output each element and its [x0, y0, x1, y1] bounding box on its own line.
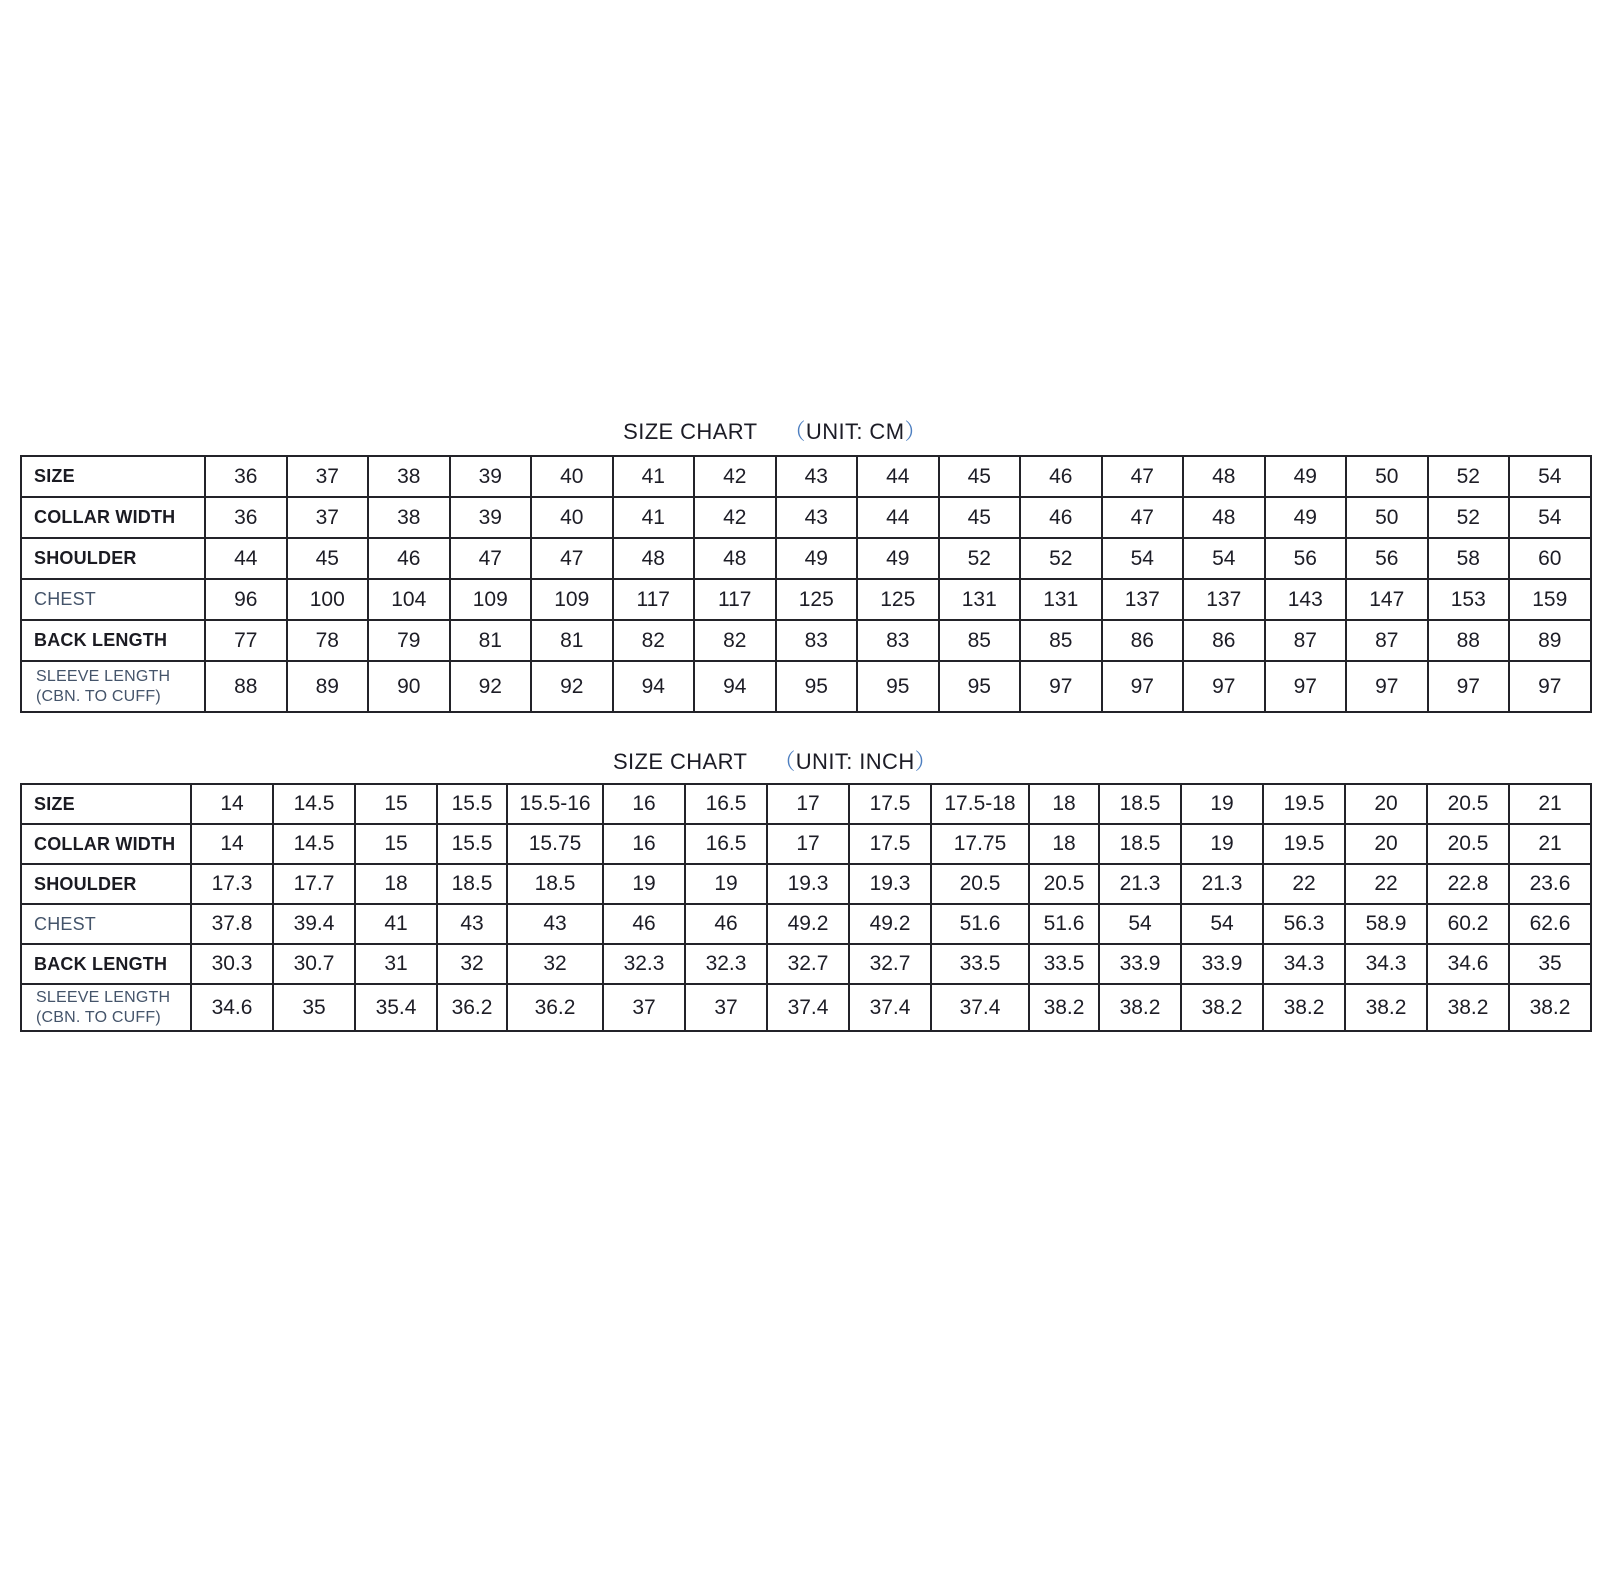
- size-value-cell: 38.2: [1509, 984, 1591, 1031]
- size-table-cm: [20, 455, 1592, 713]
- table-row: [21, 661, 1591, 712]
- size-value-cell: 38.2: [1263, 984, 1345, 1031]
- size-value-cell: 44: [205, 538, 287, 579]
- size-value-cell: 47: [1102, 497, 1184, 538]
- size-value-cell: 46: [1020, 456, 1102, 497]
- size-value-cell: 88: [1428, 620, 1510, 661]
- size-value-cell: 33.9: [1181, 944, 1263, 984]
- size-value-cell: 32: [507, 944, 603, 984]
- size-value-cell: 137: [1183, 579, 1265, 620]
- size-value-cell: 39: [450, 497, 532, 538]
- table-row: [21, 824, 1591, 864]
- size-value-cell: 18.5: [1099, 784, 1181, 824]
- size-value-cell: 30.3: [191, 944, 273, 984]
- size-value-cell: 56: [1346, 538, 1428, 579]
- unit-text-inch: UNIT: INCH: [795, 749, 915, 774]
- size-value-cell: 45: [287, 538, 369, 579]
- size-value-cell: 46: [603, 904, 685, 944]
- size-value-cell: 90: [368, 661, 450, 712]
- size-value-cell: 16: [603, 784, 685, 824]
- size-value-cell: 48: [1183, 497, 1265, 538]
- table-row: [21, 456, 1591, 497]
- size-value-cell: 17: [767, 784, 849, 824]
- table-row: [21, 620, 1591, 661]
- size-value-cell: 41: [613, 497, 695, 538]
- size-value-cell: 97: [1509, 661, 1591, 712]
- size-value-cell: 41: [613, 456, 695, 497]
- title-text-inch: SIZE CHART: [612, 749, 748, 774]
- size-value-cell: 137: [1102, 579, 1184, 620]
- row-label: SLEEVE LENGTH (CBN. TO CUFF): [21, 661, 205, 712]
- size-value-cell: 85: [1020, 620, 1102, 661]
- size-value-cell: 78: [287, 620, 369, 661]
- size-value-cell: 97: [1428, 661, 1510, 712]
- size-value-cell: 14.5: [273, 784, 355, 824]
- size-value-cell: 18.5: [1099, 824, 1181, 864]
- unit-text-cm: UNIT: CM: [805, 419, 905, 444]
- size-value-cell: 47: [450, 538, 532, 579]
- size-value-cell: 46: [685, 904, 767, 944]
- size-value-cell: 19.5: [1263, 824, 1345, 864]
- table-row: [21, 944, 1591, 984]
- size-value-cell: 45: [939, 497, 1021, 538]
- size-value-cell: 40: [531, 456, 613, 497]
- size-table-inch: [20, 783, 1592, 1032]
- size-value-cell: 34.6: [191, 984, 273, 1031]
- size-value-cell: 38: [368, 456, 450, 497]
- size-value-cell: 43: [437, 904, 507, 944]
- size-value-cell: 85: [939, 620, 1021, 661]
- table-row: [21, 904, 1591, 944]
- size-value-cell: 54: [1181, 904, 1263, 944]
- size-value-cell: 38.2: [1181, 984, 1263, 1031]
- size-value-cell: 17.75: [931, 824, 1029, 864]
- size-value-cell: 131: [939, 579, 1021, 620]
- size-value-cell: 36.2: [437, 984, 507, 1031]
- size-value-cell: 49.2: [849, 904, 931, 944]
- size-value-cell: 52: [939, 538, 1021, 579]
- size-value-cell: 125: [776, 579, 858, 620]
- size-value-cell: 97: [1265, 661, 1347, 712]
- size-value-cell: 43: [776, 497, 858, 538]
- size-value-cell: 58.9: [1345, 904, 1427, 944]
- size-value-cell: 16.5: [685, 824, 767, 864]
- size-value-cell: 88: [205, 661, 287, 712]
- size-value-cell: 44: [857, 456, 939, 497]
- row-label: SIZE: [21, 784, 191, 824]
- row-label: COLLAR WIDTH: [21, 824, 191, 864]
- table-row: [21, 864, 1591, 904]
- size-value-cell: 32.3: [603, 944, 685, 984]
- size-value-cell: 39: [450, 456, 532, 497]
- size-value-cell: 37: [685, 984, 767, 1031]
- size-value-cell: 82: [613, 620, 695, 661]
- size-value-cell: 109: [450, 579, 532, 620]
- size-value-cell: 56: [1265, 538, 1347, 579]
- size-value-cell: 35: [273, 984, 355, 1031]
- table-row: [21, 579, 1591, 620]
- size-value-cell: 81: [450, 620, 532, 661]
- size-value-cell: 97: [1102, 661, 1184, 712]
- size-value-cell: 18: [355, 864, 437, 904]
- size-value-cell: 87: [1346, 620, 1428, 661]
- size-value-cell: 81: [531, 620, 613, 661]
- size-value-cell: 97: [1346, 661, 1428, 712]
- size-value-cell: 14: [191, 824, 273, 864]
- size-value-cell: 20.5: [931, 864, 1029, 904]
- size-value-cell: 92: [450, 661, 532, 712]
- size-value-cell: 20: [1345, 824, 1427, 864]
- size-value-cell: 18: [1029, 784, 1099, 824]
- size-value-cell: 82: [694, 620, 776, 661]
- size-value-cell: 17.7: [273, 864, 355, 904]
- size-value-cell: 50: [1346, 497, 1428, 538]
- open-paren-cm: （: [783, 419, 806, 444]
- size-value-cell: 54: [1509, 497, 1591, 538]
- row-label: SHOULDER: [21, 538, 205, 579]
- size-value-cell: 48: [694, 538, 776, 579]
- size-value-cell: 38.2: [1099, 984, 1181, 1031]
- size-value-cell: 52: [1428, 456, 1510, 497]
- size-value-cell: 47: [1102, 456, 1184, 497]
- size-value-cell: 49: [776, 538, 858, 579]
- size-value-cell: 17.5: [849, 824, 931, 864]
- size-value-cell: 41: [355, 904, 437, 944]
- size-value-cell: 18.5: [437, 864, 507, 904]
- size-value-cell: 92: [531, 661, 613, 712]
- size-value-cell: 60: [1509, 538, 1591, 579]
- size-chart-title-cm: [0, 415, 1560, 446]
- size-value-cell: 22: [1345, 864, 1427, 904]
- size-value-cell: 20: [1345, 784, 1427, 824]
- size-value-cell: 34.6: [1427, 944, 1509, 984]
- size-value-cell: 37.4: [767, 984, 849, 1031]
- size-value-cell: 34.3: [1263, 944, 1345, 984]
- size-value-cell: 44: [857, 497, 939, 538]
- size-value-cell: 52: [1020, 538, 1102, 579]
- size-value-cell: 153: [1428, 579, 1510, 620]
- size-value-cell: 35: [1509, 944, 1591, 984]
- size-value-cell: 37.4: [849, 984, 931, 1031]
- size-value-cell: 36: [205, 497, 287, 538]
- size-value-cell: 19: [603, 864, 685, 904]
- size-value-cell: 131: [1020, 579, 1102, 620]
- size-value-cell: 62.6: [1509, 904, 1591, 944]
- size-value-cell: 37: [287, 456, 369, 497]
- size-value-cell: 95: [857, 661, 939, 712]
- size-value-cell: 50: [1346, 456, 1428, 497]
- size-value-cell: 32.7: [767, 944, 849, 984]
- size-value-cell: 54: [1102, 538, 1184, 579]
- size-value-cell: 48: [613, 538, 695, 579]
- size-value-cell: 19: [1181, 784, 1263, 824]
- size-value-cell: 20.5: [1029, 864, 1099, 904]
- size-value-cell: 21: [1509, 784, 1591, 824]
- size-value-cell: 21.3: [1181, 864, 1263, 904]
- size-value-cell: 51.6: [931, 904, 1029, 944]
- size-value-cell: 22.8: [1427, 864, 1509, 904]
- size-value-cell: 49.2: [767, 904, 849, 944]
- size-value-cell: 32.7: [849, 944, 931, 984]
- size-value-cell: 97: [1183, 661, 1265, 712]
- row-label: COLLAR WIDTH: [21, 497, 205, 538]
- size-value-cell: 15.75: [507, 824, 603, 864]
- size-value-cell: 58: [1428, 538, 1510, 579]
- size-value-cell: 37: [287, 497, 369, 538]
- size-value-cell: 43: [507, 904, 603, 944]
- size-value-cell: 47: [531, 538, 613, 579]
- size-value-cell: 23.6: [1509, 864, 1591, 904]
- row-label: BACK LENGTH: [21, 944, 191, 984]
- size-value-cell: 15.5-16: [507, 784, 603, 824]
- size-value-cell: 32: [437, 944, 507, 984]
- row-label: SLEEVE LENGTH (CBN. TO CUFF): [21, 984, 191, 1031]
- size-value-cell: 14.5: [273, 824, 355, 864]
- size-value-cell: 83: [857, 620, 939, 661]
- size-value-cell: 104: [368, 579, 450, 620]
- size-value-cell: 15: [355, 784, 437, 824]
- row-label: SHOULDER: [21, 864, 191, 904]
- table-row: [21, 984, 1591, 1031]
- size-value-cell: 125: [857, 579, 939, 620]
- size-value-cell: 17.5: [849, 784, 931, 824]
- size-value-cell: 34.3: [1345, 944, 1427, 984]
- size-value-cell: 39.4: [273, 904, 355, 944]
- size-value-cell: 16: [603, 824, 685, 864]
- size-value-cell: 87: [1265, 620, 1347, 661]
- size-value-cell: 15.5: [437, 784, 507, 824]
- size-value-cell: 16.5: [685, 784, 767, 824]
- size-value-cell: 95: [776, 661, 858, 712]
- size-value-cell: 94: [694, 661, 776, 712]
- size-value-cell: 19: [685, 864, 767, 904]
- size-value-cell: 86: [1183, 620, 1265, 661]
- size-value-cell: 159: [1509, 579, 1591, 620]
- size-value-cell: 46: [1020, 497, 1102, 538]
- size-value-cell: 38.2: [1029, 984, 1099, 1031]
- row-label: CHEST: [21, 579, 205, 620]
- close-paren-cm: ）: [904, 419, 927, 444]
- size-value-cell: 19.3: [849, 864, 931, 904]
- size-value-cell: 48: [1183, 456, 1265, 497]
- size-value-cell: 86: [1102, 620, 1184, 661]
- size-value-cell: 30.7: [273, 944, 355, 984]
- size-value-cell: 49: [1265, 456, 1347, 497]
- size-value-cell: 46: [368, 538, 450, 579]
- size-value-cell: 40: [531, 497, 613, 538]
- size-value-cell: 22: [1263, 864, 1345, 904]
- size-value-cell: 79: [368, 620, 450, 661]
- size-value-cell: 37.4: [931, 984, 1029, 1031]
- size-value-cell: 56.3: [1263, 904, 1345, 944]
- row-label: CHEST: [21, 904, 191, 944]
- size-value-cell: 89: [1509, 620, 1591, 661]
- size-value-cell: 15.5: [437, 824, 507, 864]
- size-value-cell: 38.2: [1345, 984, 1427, 1031]
- size-value-cell: 147: [1346, 579, 1428, 620]
- size-value-cell: 52: [1428, 497, 1510, 538]
- size-value-cell: 33.5: [931, 944, 1029, 984]
- size-value-cell: 117: [694, 579, 776, 620]
- size-value-cell: 37.8: [191, 904, 273, 944]
- size-value-cell: 35.4: [355, 984, 437, 1031]
- size-value-cell: 37: [603, 984, 685, 1031]
- size-value-cell: 89: [287, 661, 369, 712]
- size-value-cell: 14: [191, 784, 273, 824]
- size-value-cell: 96: [205, 579, 287, 620]
- size-value-cell: 143: [1265, 579, 1347, 620]
- table-row: [21, 497, 1591, 538]
- size-value-cell: 33.5: [1029, 944, 1099, 984]
- size-value-cell: 49: [1265, 497, 1347, 538]
- size-value-cell: 17.3: [191, 864, 273, 904]
- size-value-cell: 51.6: [1029, 904, 1099, 944]
- size-value-cell: 17.5-18: [931, 784, 1029, 824]
- size-value-cell: 77: [205, 620, 287, 661]
- size-value-cell: 31: [355, 944, 437, 984]
- open-paren-inch: （: [773, 749, 796, 774]
- size-value-cell: 15: [355, 824, 437, 864]
- size-value-cell: 19.3: [767, 864, 849, 904]
- size-value-cell: 60.2: [1427, 904, 1509, 944]
- table-row: [21, 784, 1591, 824]
- title-text-cm: SIZE CHART: [623, 419, 758, 444]
- size-value-cell: 117: [613, 579, 695, 620]
- size-value-cell: 54: [1509, 456, 1591, 497]
- size-value-cell: 49: [857, 538, 939, 579]
- size-value-cell: 95: [939, 661, 1021, 712]
- size-value-cell: 45: [939, 456, 1021, 497]
- size-value-cell: 36: [205, 456, 287, 497]
- size-value-cell: 43: [776, 456, 858, 497]
- table-row: [21, 538, 1591, 579]
- size-value-cell: 83: [776, 620, 858, 661]
- size-value-cell: 21.3: [1099, 864, 1181, 904]
- size-value-cell: 19: [1181, 824, 1263, 864]
- size-chart-title-inch: [0, 745, 1560, 776]
- size-value-cell: 94: [613, 661, 695, 712]
- size-value-cell: 36.2: [507, 984, 603, 1031]
- size-value-cell: 54: [1183, 538, 1265, 579]
- size-value-cell: 38: [368, 497, 450, 538]
- size-value-cell: 18: [1029, 824, 1099, 864]
- close-paren-inch: ）: [914, 749, 938, 774]
- size-value-cell: 21: [1509, 824, 1591, 864]
- size-value-cell: 109: [531, 579, 613, 620]
- size-value-cell: 42: [694, 497, 776, 538]
- row-label: SIZE: [21, 456, 205, 497]
- size-value-cell: 19.5: [1263, 784, 1345, 824]
- size-value-cell: 32.3: [685, 944, 767, 984]
- size-value-cell: 42: [694, 456, 776, 497]
- size-value-cell: 20.5: [1427, 784, 1509, 824]
- size-value-cell: 54: [1099, 904, 1181, 944]
- size-value-cell: 17: [767, 824, 849, 864]
- size-value-cell: 20.5: [1427, 824, 1509, 864]
- size-value-cell: 38.2: [1427, 984, 1509, 1031]
- size-value-cell: 33.9: [1099, 944, 1181, 984]
- size-value-cell: 100: [287, 579, 369, 620]
- row-label: BACK LENGTH: [21, 620, 205, 661]
- size-value-cell: 97: [1020, 661, 1102, 712]
- size-value-cell: 18.5: [507, 864, 603, 904]
